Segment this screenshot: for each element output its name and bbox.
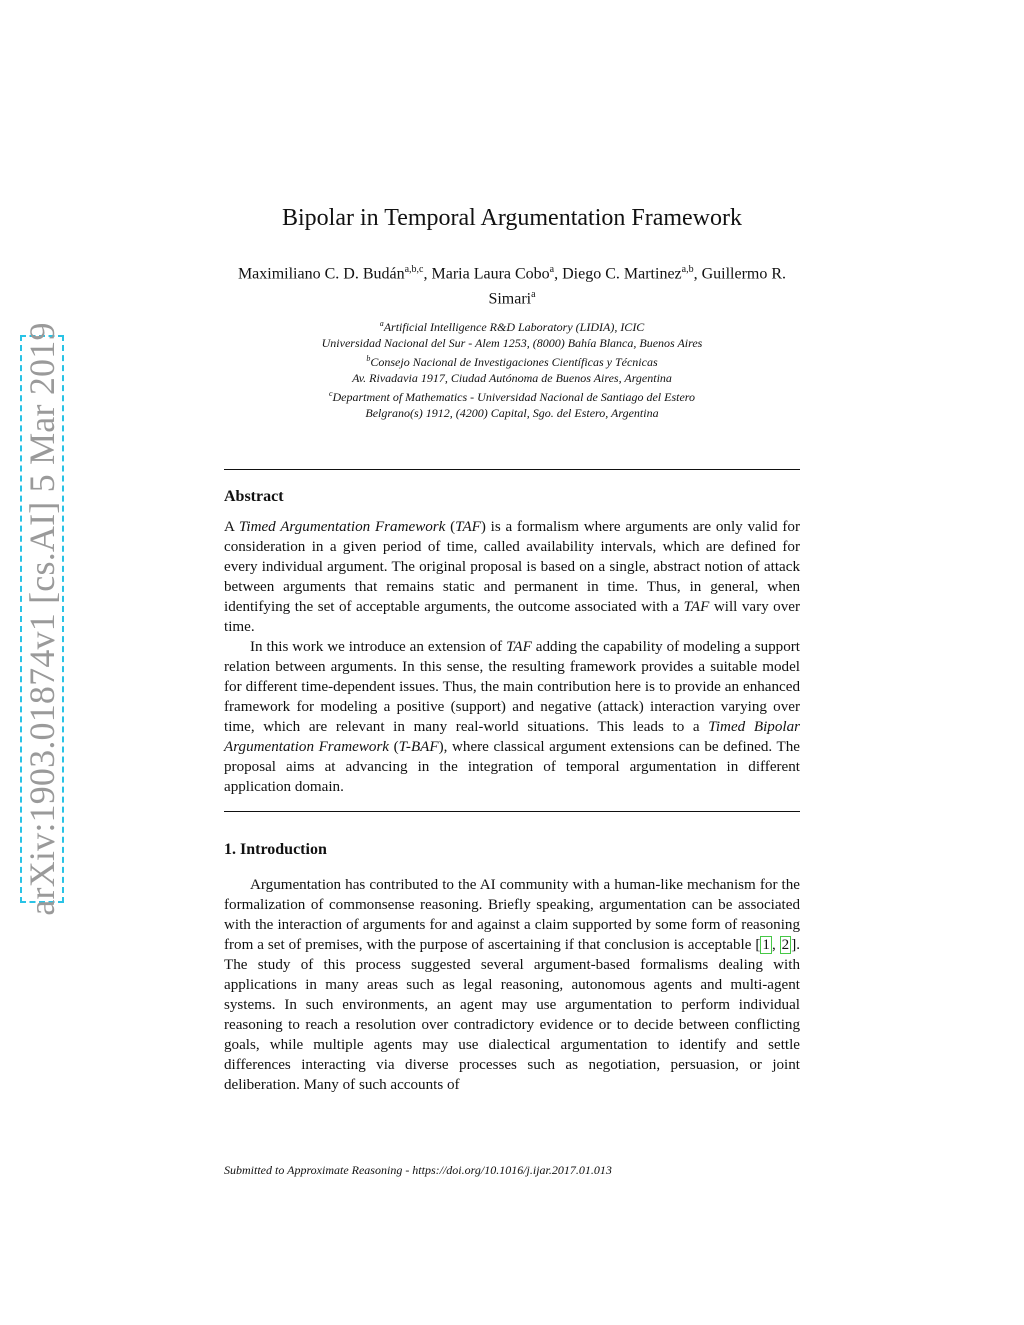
author-affil-marker: a [549, 264, 555, 275]
abstract-body [224, 517, 800, 797]
paper-title: Bipolar in Temporal Argumentation Framework [281, 205, 743, 231]
abstract-heading: Abstract [224, 488, 284, 505]
introduction-body [224, 875, 800, 1095]
author-name: Diego C. Martinez [562, 265, 682, 283]
author-list: Maximiliano C. D. Budán$^{a,b,c}$, Maria Laura Cobo$^a$, Diego C. Martinez$^{a,b}$, Guillermo R. Simari$^a$ [237, 264, 787, 308]
arxiv-stamp: arXiv:1903.01874v1 [cs.AI] 5 Mar 2019 [22, 322, 62, 916]
section-heading-introduction: 1. Introduction [224, 841, 327, 858]
author-affil-marker: a,b,c [404, 264, 424, 275]
abstract-paragraph-2: In this work we introduce an extension of TAF adding the capability of modeling a support relation between arguments. In this sense, the resulting framework provides a suitable model for different time-dependent issues. Thus, the main contribution here is to provide an enhanced framework for modeling a positive (support) and negative (attack) interaction varying over time, which are relevant in many real-world situations. This leads to a Timed Bipolar Argumentation Framework (T-BAF), where classical argument extensions can be defined. The proposal aims at advancing in the integration of temporal argumentation in different application domain. [224, 639, 800, 795]
affiliation-line: $^a$Artificial Intelligence R&D Laboratory (LIDIA), ICIC [379, 319, 645, 334]
affiliation-line: $^b$Consejo Nacional de Investigaciones Científicas y Técnicas [366, 354, 658, 369]
abstract-paragraph-1: A Timed Argumentation Framework (TAF) is a formalism where arguments are only valid for consideration in a given period of time, called availability intervals, which are defined for every individual argument. The original proposal is based on a single, abstract notion of attack between arguments that remains static and permanent in time. Thus, in general, when identifying the set of acceptable arguments, the outcome associated with a TAF will vary over time. [224, 519, 800, 635]
author-affil-marker: a [531, 289, 536, 301]
affiliation-line: $^c$Department of Mathematics - Universidad Nacional de Santiago del Estero [328, 389, 696, 404]
author-name: Maria Laura Cobo [431, 265, 550, 283]
affiliations [224, 316, 800, 421]
affiliation-line: Universidad Nacional del Sur - Alem 1253, (8000) Bahía Blanca, Buenos Aires [321, 336, 703, 350]
author-name: Maximiliano C. D. Budán [237, 265, 405, 283]
author-name: Guillermo R. Simari [488, 265, 787, 308]
affiliation-line: Belgrano(s) 1912, (4200) Capital, Sgo. del Estero, Argentina [365, 406, 659, 420]
abstract-top-rule [224, 469, 800, 470]
affiliation-line: Av. Rivadavia 1917, Ciudad Autónoma de Buenos Aires, Argentina [352, 371, 672, 385]
submission-footer: Submitted to Approximate Reasoning - https://doi.org/10.1016/j.ijar.2017.01.013 [224, 1163, 612, 1177]
abstract-bottom-rule [224, 811, 800, 812]
introduction-paragraph: Argumentation has contributed to the AI community with a human-like mechanism for the formalization of commonsense reasoning. Briefly speaking, argumentation can be associated with the interaction of arguments for and against a claim supported by some form of reasoning from a set of premises, with the purpose of ascertaining if that conclusion is acceptable [ 1 , 2 ]. The study of this process suggested several argument-based formalisms dealing with applications in many areas such as legal reasoning, autonomous agents and multi-agent systems. In such environments, an agent may use argumentation to perform individual reasoning to reach a resolution over contradictory evidence or to decide between conflicting goals, while multiple agents may use dialectical argumentation to identify and settle differences interacting via diverse processes such as negotiation, persuasion, or joint deliberation. Many of such accounts of [224, 877, 801, 1093]
citation-link[interactable]: 1 [762, 937, 770, 953]
citation-link[interactable]: 2 [781, 937, 790, 953]
author-affil-marker: a,b [681, 264, 694, 275]
